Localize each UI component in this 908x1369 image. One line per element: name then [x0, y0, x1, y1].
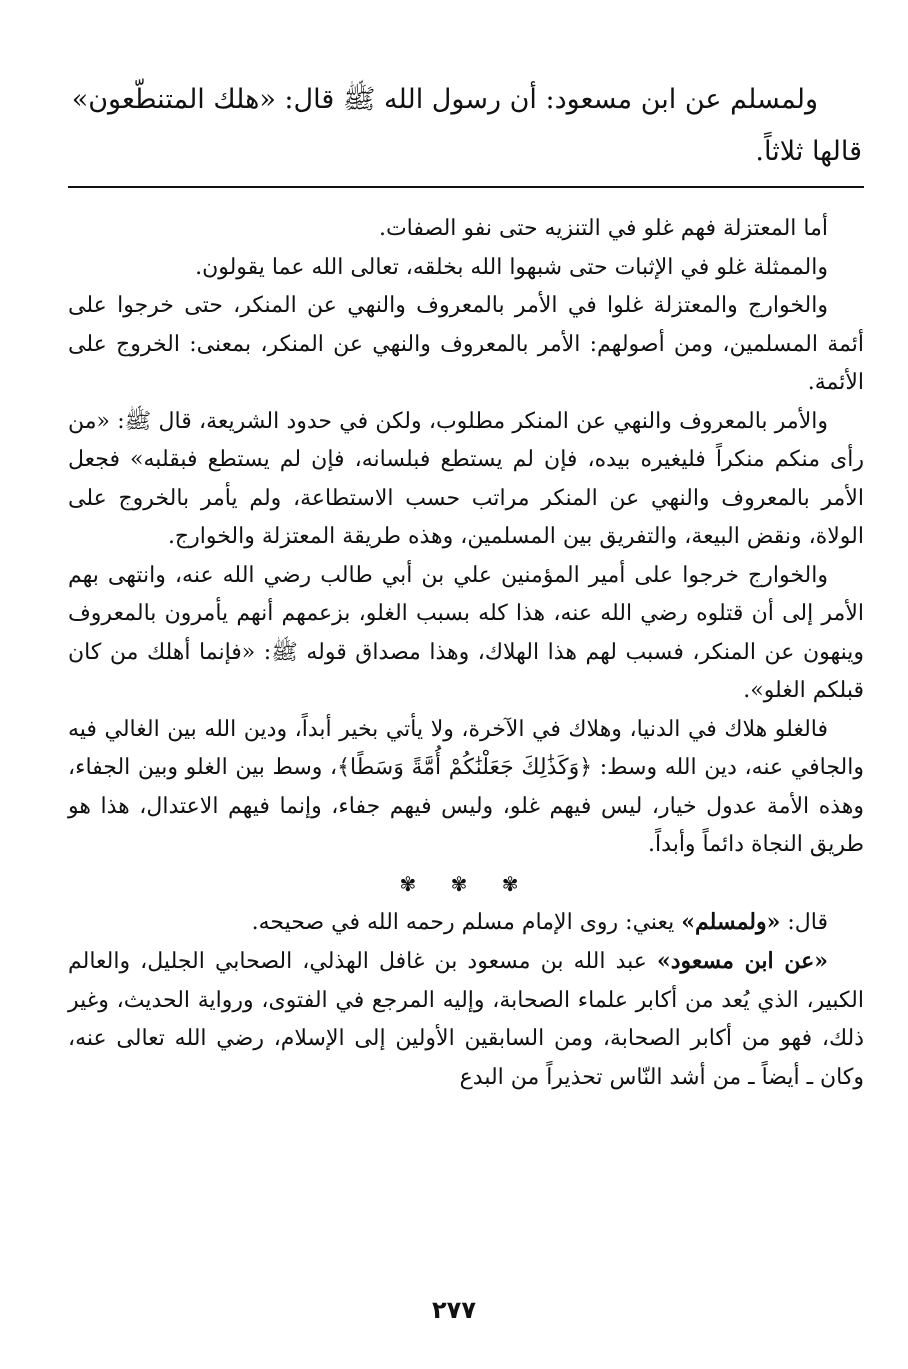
- paragraph-prefix: قال:: [780, 909, 828, 935]
- hadith-line-1: ولمسلم عن ابن مسعود: أن رسول الله ﷺ قال: «هلك المتنطّعون»: [71, 84, 818, 115]
- paragraph-amr-bil-maruf: والأمر بالمعروف والنهي عن المنكر مطلوب، ولكن في حدود الشريعة، قال ﷺ: «من رأى منكم منكراً فليغيره بيده، فإن لم يستطع فبلسانه، فإن لم يستطع فبقلبه» فجعل الأمر بالمعروف والنهي عن المنكر مراتب حسب الاستطاعة، ولم يأمر بالخروج على الولاة، ونقض البيعة، والتفريق بين المسلمين، وهذه طريقة المعتزلة والخوارج.: [68, 408, 864, 549]
- paragraph-khawarij: والخوارج والمعتزلة غلوا في الأمر بالمعروف والنهي عن المنكر، حتى خرجوا على أئمة المسلمين، ومن أصولهم: الأمر بالمعروف والنهي عن المنكر، بمعنى: الخروج على الأئمة.: [68, 293, 864, 395]
- paragraph-khawarij-ali: والخوارج خرجوا على أمير المؤمنين علي بن أبي طالب رضي الله عنه، وانتهى بهم الأمر إلى أن قتلوه رضي الله عنه، هذا كله بسبب الغلو، بزعمهم أنهم يأمرون بالمعروف وينهون عن المنكر، فسبب لهم هذا الهلاك، وهذا مصداق قوله ﷺ: «فإنما أهلك من كان قبلكم الغلو».: [68, 562, 865, 703]
- bold-term: «عن ابن مسعود»: [656, 948, 828, 974]
- hadith-text: [70, 74, 862, 178]
- hadith-line-2: قالها ثلاثاً.: [755, 136, 862, 167]
- paragraph-ibn-masud: [68, 942, 864, 1097]
- paragraph-mumaththila: والممثلة غلو في الإثبات حتى شبهوا الله بخلقه، تعالى الله عما يقولون.: [195, 254, 828, 280]
- horizontal-rule: [68, 186, 864, 188]
- paragraph-rest: يعني: روى الإمام مسلم رحمه الله في صحيحه.: [251, 909, 682, 935]
- paragraph-mutazila: أما المعتزلة فهم غلو في التنزيه حتى نفو الصفات.: [378, 216, 828, 241]
- paragraph-ghuluw: فالغلو هلاك في الدنيا، وهلاك في الآخرة، ولا يأتي بخير أبداً، ودين الله بين الغالي فيه والجافي عنه، دين الله وسط: ﴿وَكَذَٰلِكَ جَعَلْنَٰكُمْ أُمَّةً وَسَطًا﴾، وسط بين الغلو وبين الجفاء، وهذه الأمة عدول خيار، ليس فيهم غلو، وليس فيهم جفاء، وإنما فيهم الاعتدال، هذا هو طريق النجاة دائماً وأبداً.: [68, 716, 864, 857]
- bold-term: «ولمسلم»: [681, 908, 781, 935]
- paragraph-rest: عبد الله بن مسعود بن غافل الهذلي، الصحابي الجليل، والعالم الكبير، الذي يُعد من أكابر علماء الصحابة، وإليه المرجع في الفتوى، ورواية الحديث، وغير ذلك، فهو من أكابر الصحابة، ومن السابقين الأولين إلى الإسلام، رضي الله تعالى عنه، وكان ـ أيضاً ـ من أشد النّاس تحذيراً من البدع: [68, 949, 864, 1090]
- page-number: ٢٧٧: [432, 1296, 476, 1324]
- commentary-text: [68, 210, 864, 1097]
- paragraph-wa-li-muslim: [68, 903, 864, 943]
- section-divider-ornament: ✾ ✾ ✾: [399, 871, 533, 896]
